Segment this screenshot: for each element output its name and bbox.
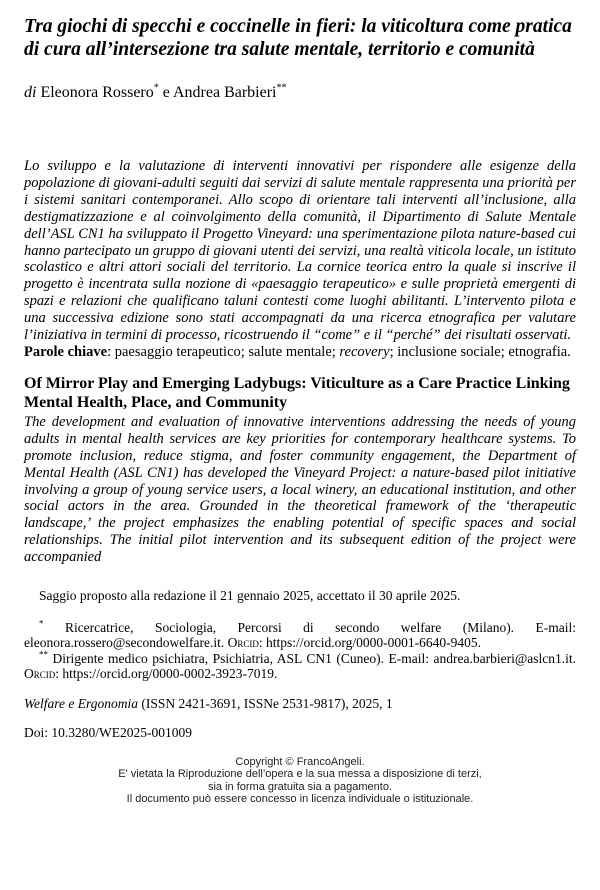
footnote-author-2 [24, 651, 576, 682]
abstract-italian: Lo sviluppo e la valutazione di interventi innovativi per rispondere alle esigenze della popolazione di giovani-adulti seguiti dai servizi di salute mentale rappresenta una priorità per i sistemi sanitari contemporanei. Allo scopo di orientare tali interventi all’inclusione, alla destigmatizzazione e al coinvolgimento della comunità, il Dipartimento di Salute Mentale dell’ASL CN1 ha sviluppato il Progetto Vineyard: una sperimentazione pilota nature-based cui hanno partecipato un gruppo di giovani utenti dei servizi, una realtà viticola locale, un istituto scolastico e altri attori sociali del territorio. La cornice teorica entro la quale si inscrive il progetto è incentrata sulla nozione di «paesaggio terapeutico» e sulle proprietà emergenti di spazi e relazioni che qualificano taluni contesti come luoghi abilitanti. L’intervento pilota e una successiva edizione sono stati accompagnati da una ricerca etnografica per valutare l’iniziativa in termini di processo, ricostruendo il “come” e il “perché” dei risultati osservati. [24, 158, 576, 344]
author-name-2: Andrea Barbieri [172, 84, 277, 101]
footnote-marker-1: * [39, 618, 44, 629]
footnotes-section [24, 588, 576, 682]
author-name-1: Eleonora Rossero [40, 84, 154, 101]
footnote-2-text: Dirigente medico psichiatra, Psichiatria, ASL CN1 (Cuneo). E-mail: andrea.barbieri@aslcn1.it. [48, 650, 576, 666]
doi-line: Doi: 10.3280/WE2025-001009 [24, 724, 192, 740]
journal-issue-details: (ISSN 2421-3691, ISSNe 2531-9817), 2025, 1 [138, 695, 393, 711]
article-title-en: Of Mirror Play and Emerging Ladybugs: Viticulture as a Care Practice Linking Mental Health, Place, and Community [24, 374, 570, 411]
submission-note: Saggio proposto alla redazione il 21 gennaio 2025, accettato il 30 aprile 2025. [39, 588, 461, 604]
keywords-part-2: ; inclusione sociale; etnografia. [389, 343, 571, 360]
keywords-part-1: paesaggio terapeutico; salute mentale; [114, 343, 340, 360]
copyright-footer [24, 756, 576, 806]
footnote-author-1 [24, 620, 576, 651]
footnote-1-orcid-url: : https://orcid.org/0000-0001-6640-9405. [258, 635, 481, 651]
orcid-label-1: Orcid [227, 635, 259, 651]
keywords-separator: : [107, 343, 115, 360]
copyright-line-1: Copyright © FrancoAngeli. [235, 755, 365, 768]
copyright-line-3: sia in forma gratuita sia a pagamento. [207, 780, 393, 793]
keywords-italic-term: recovery [339, 343, 390, 360]
orcid-label-2: Orcid [24, 666, 56, 682]
journal-name: Welfare e Ergonomia [24, 695, 138, 711]
journal-line [24, 696, 576, 712]
author-footnote-marker-1: * [153, 82, 159, 94]
copyright-line-2: E' vietata la Riproduzione dell’opera e la sua messa a disposizione di terzi, [118, 768, 482, 781]
abstract-english: The development and evaluation of innovative interventions addressing the needs of young adults in mental health services are key priorities for contemporary healthcare systems. To promote inclusion, reduce stigma, and foster community engagement, the Department of Mental Health (ASL CN1) has developed the Vineyard Project: a nature-based pilot initiative involving a group of young service users, a local winery, an educational institution, and other social actors in the area. Grounded in the theoretical framework of the ‘therapeutic landscape,’ the project emphasizes the enabling potential of specific spaces and social relationships. The initial pilot intervention and its subsequent edition of the project were accompanied [24, 413, 576, 566]
keywords-label: Parole chiave [24, 343, 108, 360]
footnote-1-text: Ricercatrice, Sociologia, Percorsi di secondo welfare (Milano). E-mail: eleonora.rossero@secondowelfare.it. [24, 619, 576, 651]
byline-conjunction: e [158, 84, 173, 101]
copyright-line-4: Il documento può essere concesso in licenza individuale o istituzionale. [126, 793, 474, 806]
keywords-italian [24, 344, 576, 361]
author-footnote-marker-2: ** [276, 82, 287, 94]
footnote-2-orcid-url: : https://orcid.org/0000-0002-3923-7019. [55, 666, 278, 682]
footnote-marker-2: ** [39, 649, 48, 660]
byline [24, 83, 576, 102]
byline-prefix: di [24, 84, 41, 101]
article-title-it: Tra giochi di specchi e coccinelle in fieri: la viticoltura come pratica di cura all’intersezione tra salute mentale, territorio e comunità [24, 16, 572, 60]
